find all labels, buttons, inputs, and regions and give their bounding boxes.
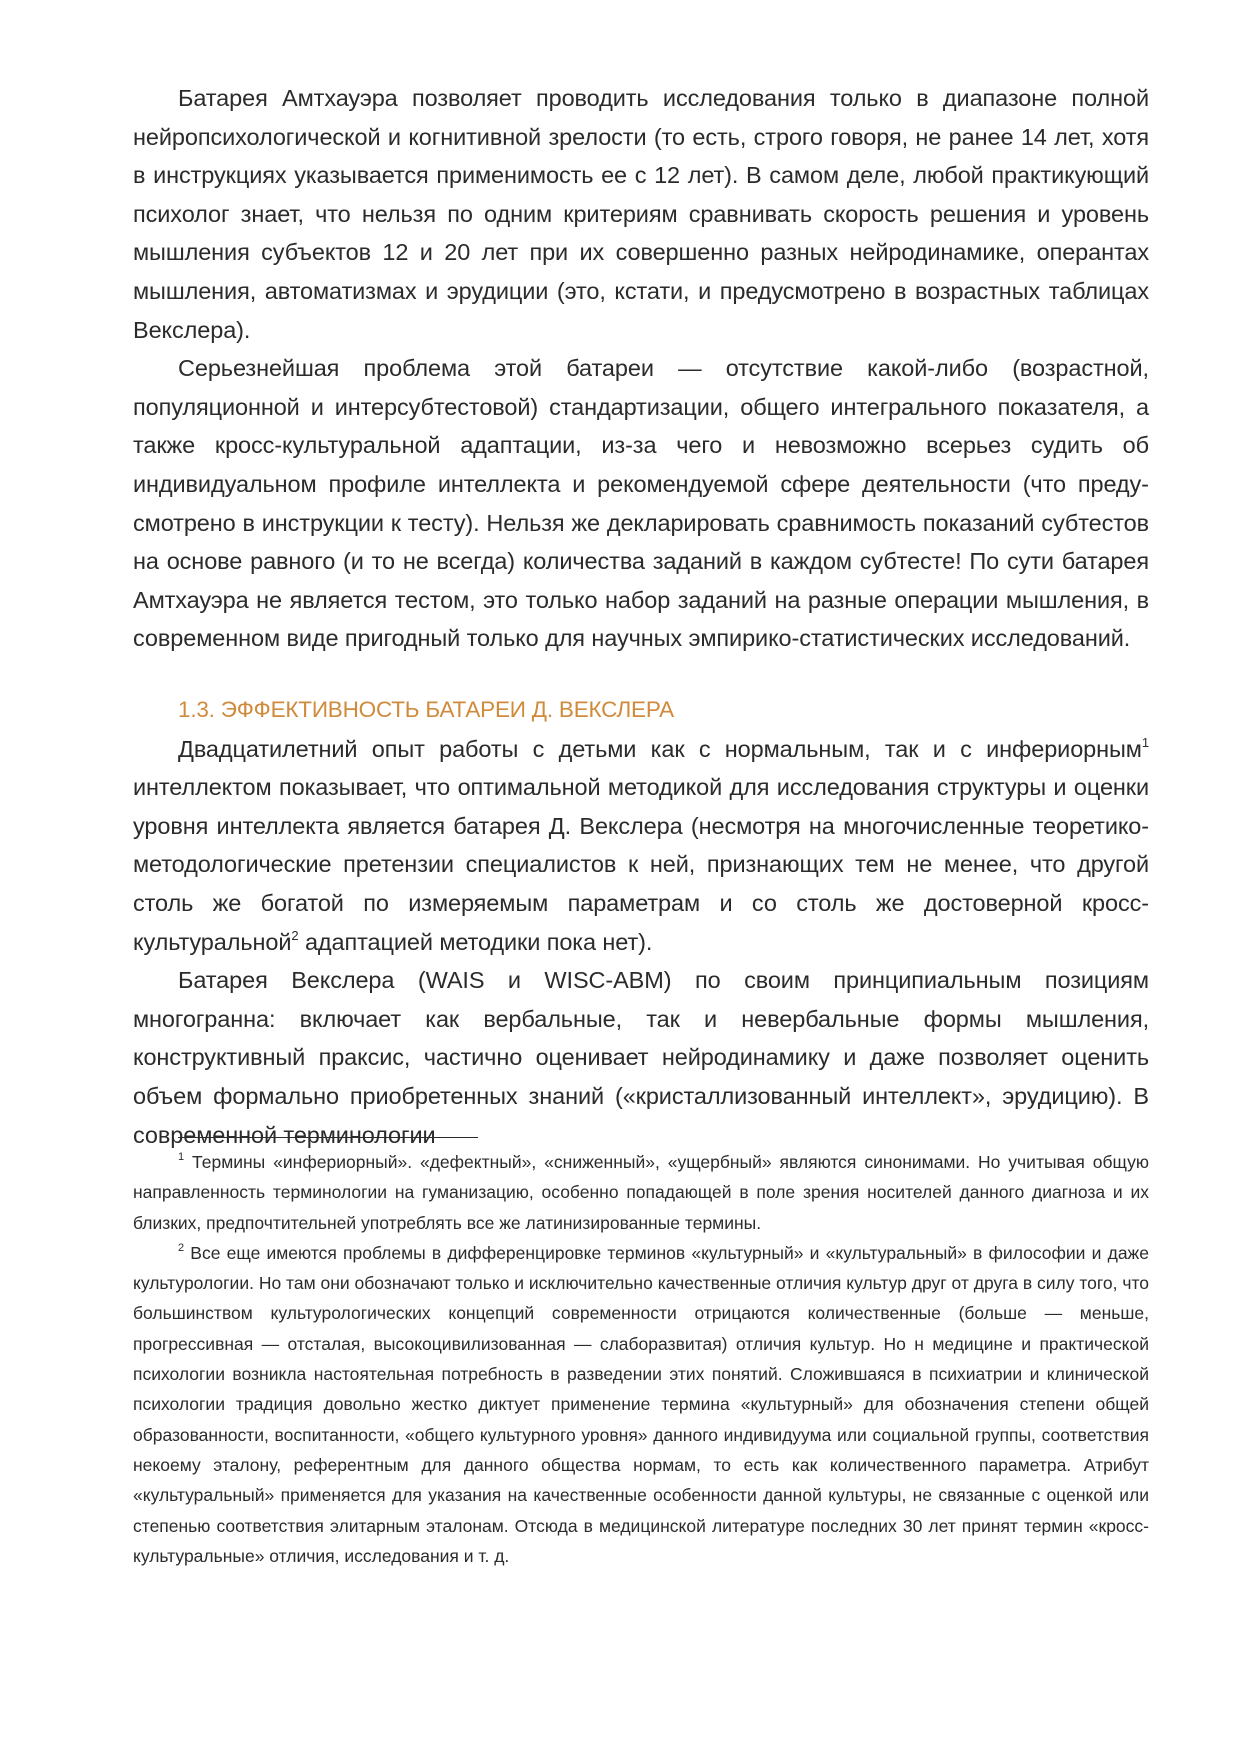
footnote-mark: 2 — [178, 1241, 185, 1254]
footnotes — [133, 1147, 1149, 1571]
paragraph-wechsler-battery: Батарея Векслера (WAIS и WISC-ABM) по своим принципиальным позициям многогранна: включает как вербальные, так и невербальные формы мышления, конструктивный праксис, частично оценивает нейродинамику и даже позволяет оценить объем формально приобретенных знаний («кристаллизованный интеллект», эрудицию). В современной терминологии — [133, 967, 1149, 1148]
section-wechsler — [133, 691, 1149, 1154]
paragraph-text: Двадцатилетний опыт работы с детьми как с нормальным, так и с инфериорным — [178, 735, 1142, 762]
footnote-separator — [178, 1137, 478, 1138]
footnote-ref-2[interactable]: 2 — [291, 927, 299, 943]
footnote-2 — [133, 1238, 1149, 1571]
footnote-ref-1[interactable]: 1 — [1141, 734, 1149, 750]
paragraph-text: адаптацией методики пока нет). — [298, 928, 653, 955]
paragraph-text: интеллектом показывает, что оптимальной методикой для исследования структуры и оценки уровня интеллекта является батарея Д. Векслера (несмотря на многочисленные теоретико-методологические претензии специалистов к ней, признающих тем не менее, что другой столь же богатой по измеряемым параметрам и со столь же достоверной кросс-культуральной — [133, 774, 1149, 955]
paragraph-amthauer-range: Батарея Амтхауэра позволяет проводить исследования только в диапазоне полной нейропсихологической и когнитивной зрелости (то есть, строго говоря, не ранее 14 лет, хотя в инструкциях указывается применимость ее с 12 лет). В самом деле, любой практикующий психолог знает, что нельзя по одним критериям сравнивать скорость решения и уровень мышления субъектов 12 и 20 лет при их совершенно разных нейродинамике, оперантах мышления, автоматизмах и эрудиции (это, кстати, и предусмотрено в возрастных таблицах Векслера). — [133, 85, 1149, 343]
footnote-text: Все еще имеются проблемы в дифференцировке терминов «культурный» и «культуральный» в философии и даже культурологии. Но там они обозначают только и исключительно качественные отличия культур друг от друга в силу того, что большинством культурологических концепций современности отрицаются количественные (больше — меньше, прогрессивная — отсталая, высокоцивилизованная — слаборазвитая) отличия культур. Но н медицине и практической психологии возникла настоятельная потребность в разведении этих понятий. Сложившаяся в психиатрии и клинической психологии традиция довольно жестко диктует применение термина «культурный» для обозначения степени общей образованности, воспитанности, «общего культурного уровня» данного индивидуума или социальной группы, соответствия некоему эталону, референтным для данного общества нормам, то есть как количественного параметра. Атрибут «культуральный» применяется для указания на качественные особенности данной культуры, не связанные с оценкой или степенью соответствия элитарным эталонам. Отсюда в медицинской литературе последних 30 лет принят термин «кросс-культуральные» отличия, исследования и т. д. — [133, 1242, 1150, 1566]
footnote-text: Термины «инфериорный». «дефектный», «сниженный», «ущербный» являются синонимами. Но учитывая общую направленность терминологии на гуманизацию, особенно попадающей в поле зрения носителей данного диагноза и их близких, предпочтительней употреблять все же латинизированные термины. — [133, 1152, 1149, 1233]
body-text-top — [133, 79, 1149, 658]
paragraph-wechsler-experience — [133, 730, 1149, 962]
footnote-mark: 1 — [178, 1151, 185, 1163]
paragraph-amthauer-problem: Серьезнейшая проблема этой батареи — отсутствие какой-либо (возрастной, популяционной и интерсубтестовой) стандартизации, общего интегрального показателя, а также кросс-культуральной адаптации, из-за чего и невозможно всерьез судить об индивидуальном профиле интеллекта и рекомендуемой сфере деятельности (что предусмотрено в инструкции к тесту). Нельзя же декларировать сравнимость показаний субтестов на основе равного (и то не всегда) количества заданий в каждом субтесте! По сути батарея Амтхауэра не является тестом, это только набор заданий на разные операции мышления, в современном виде пригодный только для научных эмпирико-статистических исследований. — [133, 355, 1149, 652]
section-heading: 1.3. ЭФФЕКТИВНОСТЬ БАТАРЕИ Д. ВЕКСЛЕРА — [178, 697, 674, 722]
footnote-1 — [133, 1147, 1149, 1238]
